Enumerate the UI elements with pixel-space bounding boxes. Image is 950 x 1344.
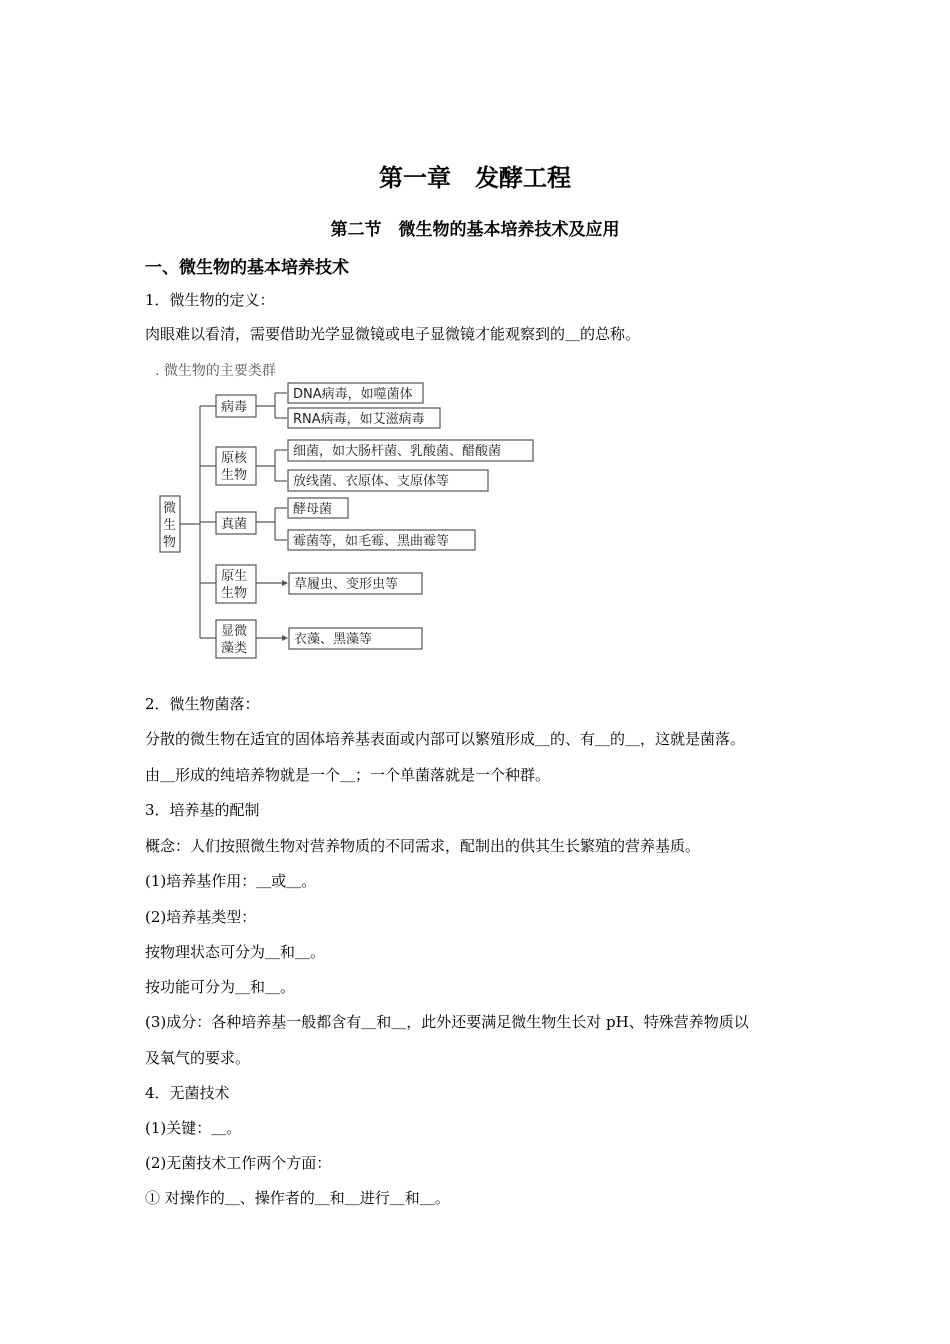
colony-text-2: 由＿形成的纯培养物就是一个＿；一个单菌落就是一个种群。 — [145, 766, 551, 784]
aseptic-aspects-title: (2)无菌技术工作两个方面： — [145, 1154, 332, 1172]
root-char-1: 微 — [163, 501, 177, 516]
aseptic-key: (1)关键：＿。 — [145, 1119, 242, 1137]
group-label-virus: 病毒 — [221, 400, 248, 415]
aseptic-aspect-1: ① 对操作的＿、操作者的＿和＿进行＿和＿。 — [145, 1189, 450, 1207]
group-label-algae-1: 显微 — [221, 624, 248, 639]
medium-composition-1: (3)成分：各种培养基一般都含有＿和＿，此外还要满足微生物生长对 pH、特殊营养物质以 — [145, 1013, 749, 1031]
colony-text-1: 分散的微生物在适宜的固体培养基表面或内部可以繁殖形成＿的、有＿的＿，这就是菌落。 — [145, 730, 746, 748]
root-char-3: 物 — [163, 535, 177, 550]
medium-types-physical: 按物理状态可分为＿和＿。 — [145, 943, 326, 961]
item-actinomycetes: 放线菌、衣原体、支原体等 — [293, 474, 450, 489]
heading-basic-culture: 一、微生物的基本培养技术 — [145, 258, 349, 278]
group-label-prokaryote-1: 原核 — [221, 451, 248, 466]
group-label-protist-1: 原生 — [221, 569, 248, 584]
medium-types-title: (2)培养基类型： — [145, 908, 257, 926]
item-rna-virus: RNA病毒，如艾滋病毒 — [293, 412, 425, 427]
chapter-title: 第一章 发酵工程 — [379, 164, 571, 192]
item-chlamydomonas: 衣藻、黑藻等 — [294, 632, 373, 647]
root-char-2: 生 — [163, 518, 177, 533]
microbe-groups-diagram — [150, 358, 550, 663]
section-title: 第二节 微生物的基本培养技术及应用 — [330, 220, 620, 240]
definition-text: 肉眼难以看清，需要借助光学显微镜或电子显微镜才能观察到的＿的总称。 — [145, 325, 641, 343]
item-yeast: 酵母菌 — [293, 502, 333, 517]
item-1-title: 1．微生物的定义： — [145, 291, 275, 309]
item-mold: 霉菌等，如毛霉、黑曲霉等 — [293, 534, 450, 549]
medium-function: (1)培养基作用：＿或＿。 — [145, 872, 317, 890]
diagram-title: . 微生物的主要类群 — [155, 363, 276, 379]
group-label-protist-2: 生物 — [221, 586, 248, 601]
item-paramecium: 草履虫、变形虫等 — [294, 577, 399, 592]
item-2-title: 2．微生物菌落： — [145, 695, 260, 713]
item-3-title: 3．培养基的配制 — [145, 801, 260, 819]
group-label-prokaryote-2: 生物 — [221, 468, 248, 483]
item-bacteria: 细菌，如大肠杆菌、乳酸菌、醋酸菌 — [293, 444, 502, 459]
group-label-fungi: 真菌 — [221, 517, 248, 532]
medium-types-function: 按功能可分为＿和＿。 — [145, 978, 296, 996]
group-label-algae-2: 藻类 — [221, 641, 248, 656]
medium-concept: 概念：人们按照微生物对营养物质的不同需求，配制出的供其生长繁殖的营养基质。 — [145, 837, 701, 855]
medium-composition-2: 及氧气的要求。 — [145, 1049, 251, 1067]
item-dna-virus: DNA病毒，如噬菌体 — [293, 387, 413, 402]
item-4-title: 4．无菌技术 — [145, 1084, 230, 1102]
